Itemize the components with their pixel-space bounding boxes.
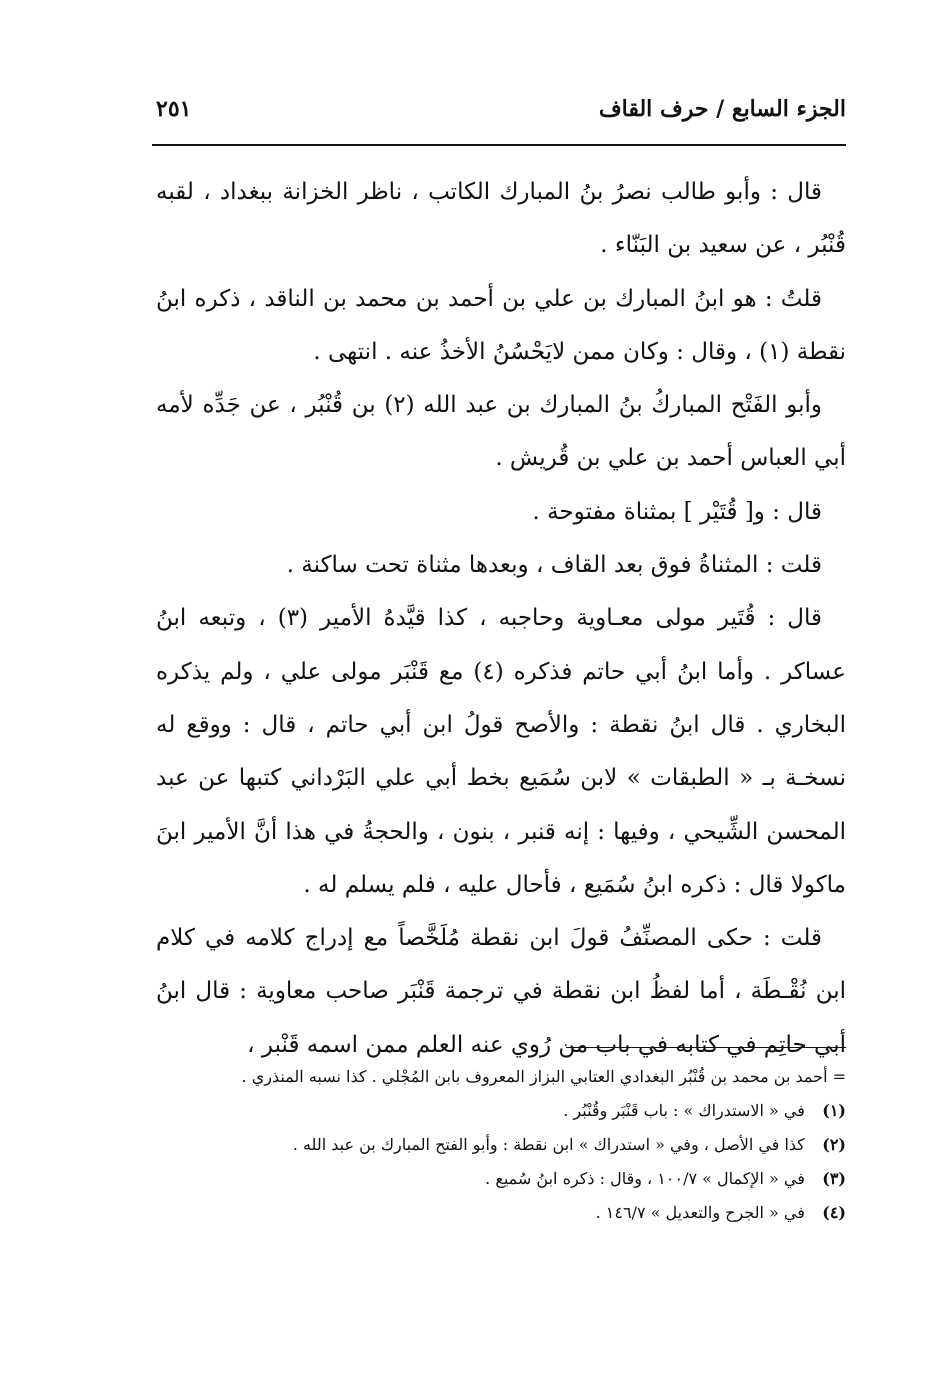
paragraph: قال : و[ قُتَيْر ] بمثناة مفتوحة . bbox=[532, 498, 822, 525]
footnote-text: في « الاستدراك » : باب قَنْبَر وقُنْبُر . bbox=[563, 1101, 805, 1120]
header-rule bbox=[152, 144, 846, 146]
footnote-marker: (٤) bbox=[822, 1203, 846, 1222]
footnote-continuation: = أحمد بن محمد بن قُنْبُر البغدادي العتابي البزاز المعروف بابن المُجْلي . كذا نسبه المنذري . bbox=[241, 1067, 846, 1086]
paragraph: قلت : المثناةُ فوق بعد القاف ، وبعدها مثناة تحت ساكنة . bbox=[286, 552, 822, 579]
running-title: الجزء السابع / حرف القاف bbox=[598, 96, 846, 122]
page-number: ٢٥١ bbox=[156, 96, 192, 122]
paragraph: قال : قُتَير مولى معـاوية وحاجبه ، كذا قيَّدهُ الأمير (٣) ، وتبعه ابنُ عساكر . وأما ابنُ أبي حاتم فذكره (٤) مع قَنْبَر مولى علي ، ولم يذكره البخاري . قال ابنُ نقطة : والأصح قولُ ابن أبي حاتم ، قال : ووقع له نسخـة بـ « الطبقات » لابن سُمَيع بخط أبي علي البَرْداني كتبها عن عبد المحسن الشِّيحي ، وفيها : إنه قنبر ، بنون ، والحجةُ في هذا أنَّ الأمير ابنَ ماكولا قال : ذكره ابنُ سُمَيع ، فأحال عليه ، فلم يسلم له . bbox=[156, 605, 846, 898]
footnote-1 bbox=[160, 1094, 846, 1128]
paragraph: وأبو الفَتْح المباركُ بنُ المبارك بن عبد الله (٢) بن قُنْبُر ، عن جَدِّه لأمه أبي العباس أحمد بن علي بن قُريش . bbox=[156, 392, 846, 472]
footnote-text: في « الجرح والتعديل » ١٤٦/٧ . bbox=[595, 1203, 805, 1222]
paragraph: قلتُ : هو ابنُ المبارك بن علي بن أحمد بن محمد بن الناقد ، ذكره ابنُ نقطة (١) ، وقال : وكان ممن لايَحْسُنُ الأخذُ عنه . انتهى . bbox=[156, 285, 846, 365]
paragraph: قلت : حكى المصنِّفُ قولَ ابن نقطة مُلَخَّصاً مع إدراج كلامه في كلام ابن نُقْـطَة ، أما لفظُ ابن نقطة في ترجمة قَنْبَر صاحب معاوية : قال ابنُ أبي حاتِم في كتابه في باب من رُوي عنه العلم ممن اسمه قَنْبر ، bbox=[156, 925, 846, 1058]
footnote-3 bbox=[160, 1162, 846, 1196]
footnote-marker: (٣) bbox=[822, 1169, 846, 1188]
footnote-text: كذا في الأصل ، وفي « استدراك » ابن نقطة : وأبو الفتح المبارك بن عبد الله . bbox=[292, 1135, 805, 1154]
footnotes bbox=[160, 1060, 846, 1230]
footnote-4 bbox=[160, 1196, 846, 1230]
main-text bbox=[156, 166, 846, 1072]
paragraph: قال : وأبو طالب نصرُ بنُ المبارك الكاتب ، ناظر الخزانة ببغداد ، لقبه قُنْبُر ، عن سعيد بن البَنّاء . bbox=[156, 179, 846, 259]
footnote-text: في « الإكمال » ١٠٠/٧ ، وقال : ذكره ابنُ سُميع . bbox=[485, 1169, 805, 1188]
footnote-marker: (٢) bbox=[822, 1135, 846, 1154]
footnote-2 bbox=[160, 1128, 846, 1162]
footnote-marker: (١) bbox=[822, 1101, 846, 1120]
footnote-rule bbox=[566, 1047, 846, 1048]
page-header bbox=[152, 92, 846, 132]
